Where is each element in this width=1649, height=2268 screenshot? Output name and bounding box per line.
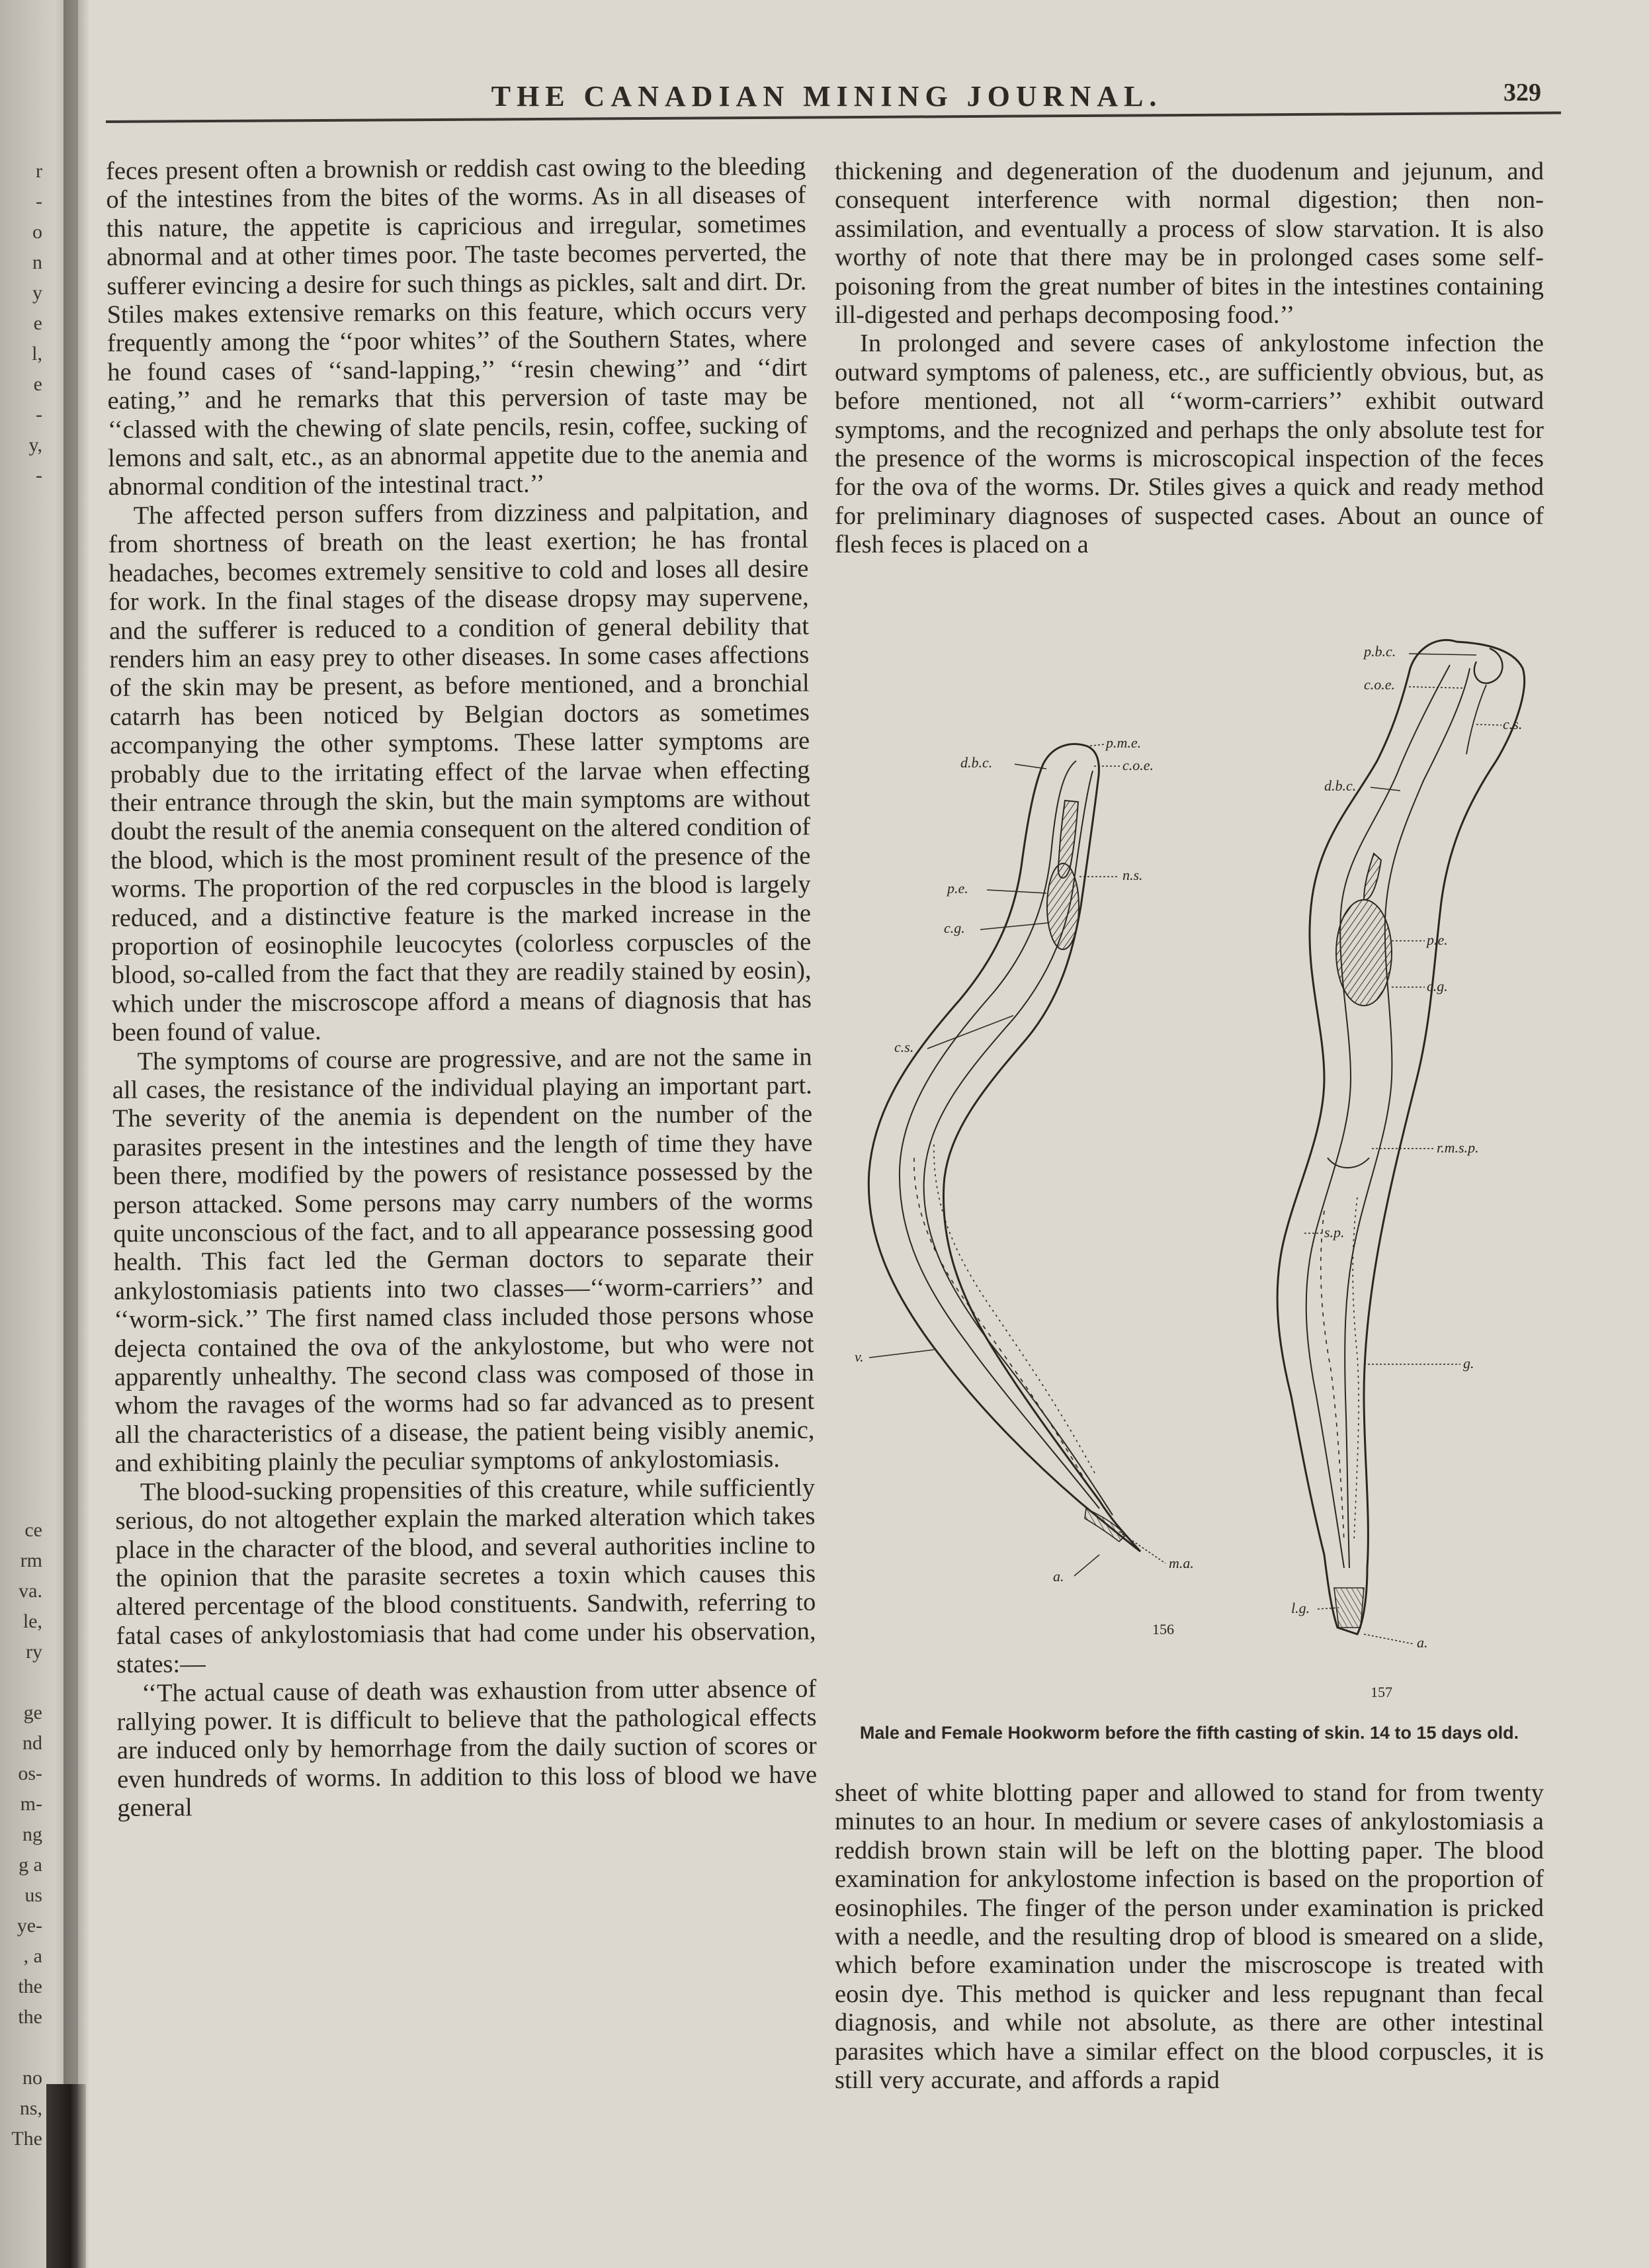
paragraph: The affected person suffers from dizziness and palpitation, and from shortness of breath on the least exertion; he has frontal headaches, becomes extremely sensitive to cold and loses all desire for work. In the final stages of the disease dropsy may supervene, and the sufferer is reduced to a condition of general debility that renders him an easy prey to other diseases. In some cases affections of the skin may be present, as before mentioned, and a bronchial catarrh has been noticed by Belgian doctors as sometimes accompanying the other symptoms. These latter symptoms are probably due to the irritating effect of the larvae when effecting their entrance through the skin, but the main symptoms are without doubt the result of the anemia consequent on the altered condition of the blood, which is the most prominent result of the presence of the worms. The proportion of the red corpuscles in the blood is largely reduced, and a distinctive feature is the marked increase in the proportion of eosinophile leucocytes (colorless corpuscles of the blood, so-called from the fact that they are readily stained by eosin), which under the miscroscope afford a means of diagnosis that has been found of value. [108, 497, 812, 1047]
left-column [106, 153, 818, 1823]
label-ma: m.a. [1169, 1555, 1194, 1571]
label-g: g. [1463, 1355, 1474, 1372]
label-v: v. [855, 1348, 864, 1365]
facing-page-fragment-upper: r - o n y e l, e - y, - [28, 160, 42, 486]
label-lg: l.g. [1291, 1600, 1310, 1616]
binding-spine [46, 2084, 86, 2268]
header-rule [106, 112, 1561, 123]
label-cg-female: c.g. [1427, 978, 1448, 994]
paragraph: feces present often a brownish or reddish cast owing to the bleeding of the intestines from the bites of the worms. As in all diseases of this nature, the appetite is capricious and irregular, sometimes abnormal and at other times poor. The taste becomes perverted, the sufferer evincing a desire for such things as pickles, salt and dirt. Dr. Stiles makes extensive remarks on this feature, which occurs very frequently among the ‘‘poor whites’’ of the Southern States, where he found cases of ‘‘sand-lapping,’’ ‘‘resin chewing’’ and ‘‘dirt eating,’’ and he remarks that this perversion of taste may be ‘‘classed with the chewing of slate pencils, resin, coffee, sucking of lemons and salt, etc., as an abnormal appetite due to the anemia and abnormal condition of the intestinal tract.’’ [106, 152, 808, 502]
label-pbc: p.b.c. [1364, 643, 1396, 660]
figure-number-157: 157 [1371, 1684, 1392, 1700]
hookworm-figure [835, 629, 1544, 1700]
male-worm-labels [855, 734, 1194, 1585]
label-cg: c.g. [944, 920, 965, 936]
label-ns: n.s. [1122, 867, 1143, 883]
label-cs-male: c.s. [894, 1039, 914, 1055]
label-pme: p.m.e. [1106, 734, 1142, 751]
figure-caption: Male and Female Hookworm before the fifth casting of skin. 14 to 15 days old. [859, 1723, 1519, 1743]
female-hookworm-drawing [1277, 640, 1525, 1634]
label-coe-female: c.o.e. [1364, 676, 1396, 693]
paragraph: The blood-sucking propensities of this creature, while sufficiently serious, do not altogether explain the marked alteration which takes place in the character of the blood, and several authorities incline to the opinion that the parasite secretes a toxin which causes this altered percentage of the blood constituents. Sandwith, referring to fatal cases of ankylostomiasis that had come under his observation, states:— [115, 1473, 816, 1679]
label-pe-female: p.e. [1427, 932, 1448, 948]
label-sp: s.p. [1324, 1224, 1345, 1241]
paragraph: sheet of white blotting paper and allowed to stand for from twenty minutes to an hour. In medium or severe cases of ankylostomiasis a reddish brown stain will be left on the blotting paper. The blood examination for ankylostome infection is based on the proportion of eosinophiles. The finger of the person under examination is pricked with a needle, and the resulting drop of blood is smeared on a slide, which before examination under the miscroscope is treated with eosin dye. This method is quicker and less repugnant than fecal diagnosis, and while not absolute, as there are other intestinal parasites which have a similar effect on the blood corpuscles, it is still very accurate, and affords a rapid [835, 1779, 1544, 2095]
label-dbc-female: d.b.c. [1324, 777, 1357, 794]
label-coe: c.o.e. [1122, 757, 1154, 773]
facing-page-fragment-lower: ce rm va. le, ry ge nd os- m- ng g a us ye- , a the the no ns, The [11, 1519, 42, 2150]
paragraph: ‘‘The actual cause of death was exhaustion from utter absence of rallying power. It is difficult to believe that the pathological effects are induced only by hemorrhage from the daily suction of scores or even hundreds of worms. In addition to this loss of blood we have general [116, 1675, 818, 1823]
running-header: THE CANADIAN MINING JOURNAL. [491, 80, 1163, 112]
male-hookworm-drawing [868, 744, 1140, 1551]
right-column-top [835, 157, 1544, 560]
right-column-bottom [835, 1779, 1544, 2095]
label-a-male: a. [1053, 1568, 1064, 1585]
paragraph: In prolonged and severe cases of ankylostome infection the outward symptoms of paleness, etc., are sufficiently obvious, but, as before mentioned, not all ‘‘worm-carriers’’ exhibit outward symptoms, and the recognized and perhaps the only absolute test for the presence of the worms is microscopical inspection of the feces for the ova of the worms. Dr. Stiles gives a quick and ready method for preliminary diagnoses of suspected cases. About an ounce of flesh feces is placed on a [835, 329, 1544, 559]
hookworm-illustration [835, 629, 1544, 1700]
label-dbc: d.b.c. [960, 754, 993, 771]
page-number: 329 [1503, 79, 1541, 107]
label-cs-female: c.s. [1503, 716, 1523, 732]
female-worm-labels [1291, 643, 1522, 1651]
figure-number-156: 156 [1152, 1621, 1174, 1637]
label-rmsp: r.m.s.p. [1437, 1139, 1479, 1156]
paragraph: The symptoms of course are progressive, and are not the same in all cases, the resistance of the individual playing an important part. The severity of the anemia is dependent on the number of the parasites present in the intestines and the length of time they have been there, modified by the powers of resistance possessed by the person attacked. Some persons may carry numbers of the worms quite unconscious of the fact, and to all appearance possessing good health. This fact led the German doctors to separate their ankylostomiasis patients into two classes—‘‘worm-carriers’’ and ‘‘worm-sick.’’ The first named class included those persons whose dejecta contained the ova of the ankylostome, but who were not apparently unhealthy. The second class was composed of those in whom the ravages of the worms had so far advanced as to present all the characteristics of a disease, the patient being visibly anemic, and exhibiting plainly the peculiar symptoms of ankylostomiasis. [112, 1043, 815, 1478]
label-a-female: a. [1417, 1634, 1428, 1651]
paragraph: thickening and degeneration of the duodenum and jejunum, and consequent interference with normal digestion; then non-assimilation, and eventually a process of slow starvation. It is also worthy of note that there may be in prolonged cases some self-poisoning from the great number of bites in the intestines containing ill-digested and perhaps decomposing food.’’ [835, 157, 1544, 329]
gutter-shadow [63, 0, 90, 2268]
label-pe: p.e. [947, 880, 968, 896]
